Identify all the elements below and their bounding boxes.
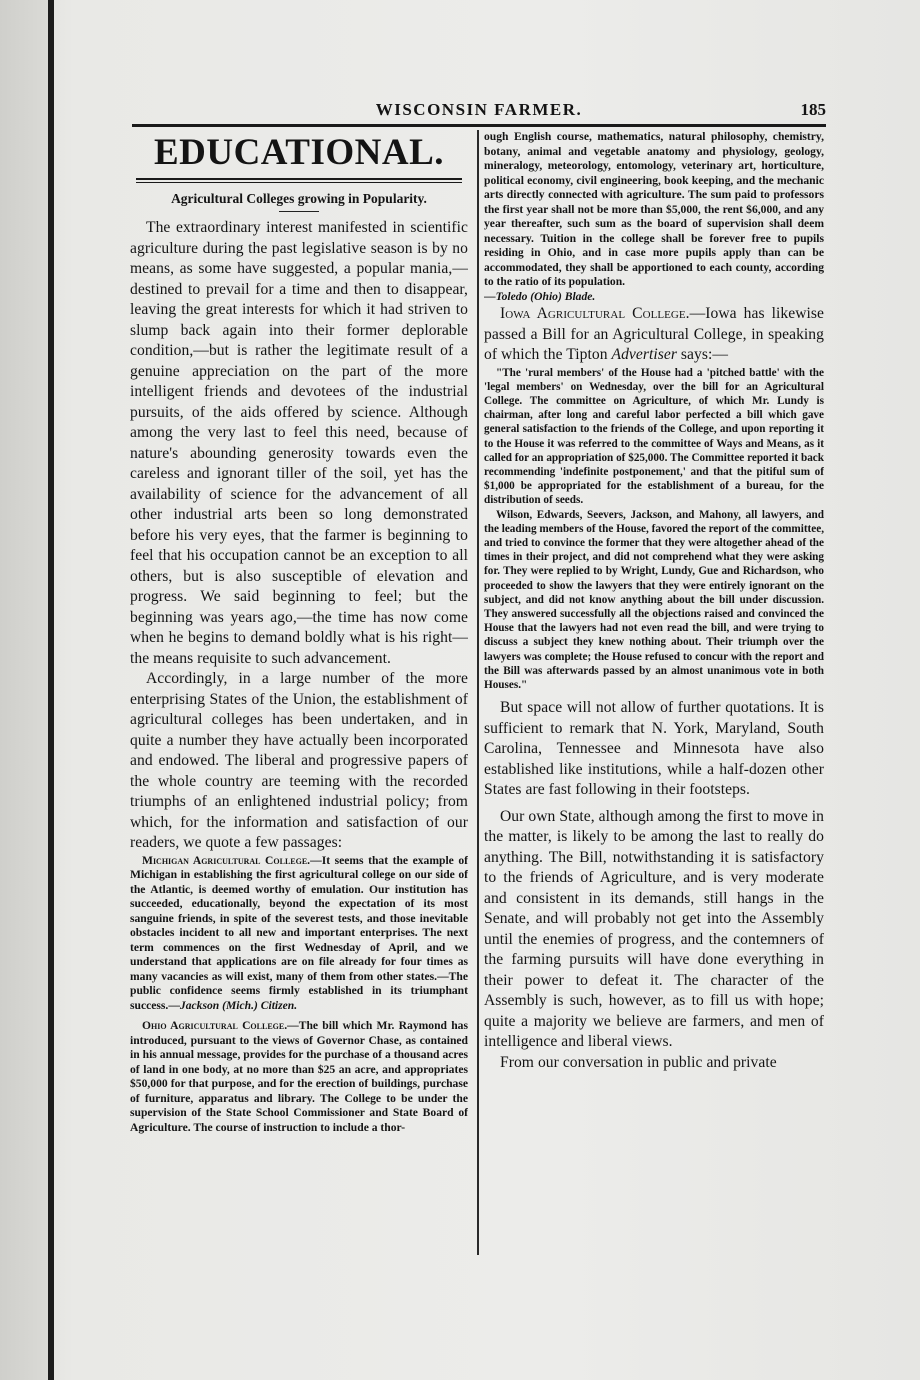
title-rule-thin xyxy=(136,182,462,183)
iowa-quote-1: "The 'rural members' of the House had a 'pitched battle' with the 'legal members' on Wednesday, over the bill for an Agricultural College. The committee on Agriculture, of which Mr. Lundy is chairman, after long and careful labor perfected a bill which gave general satisfaction to the friends of the College, and upon reporting it to the House it was referred to the committee of Ways and Means, as it called for an appropriation of $25,000. The Committee reported it back recommending 'indefinite postponement,' and that the pitiful sum of $1,000 be appropriated for the establishment of a bureau, for the distribution of seeds. xyxy=(484,366,824,507)
paragraph-last: From our conversation in public and private xyxy=(500,1053,777,1071)
paragraph-space: But space will not allow of further quotations. It is sufficient to remark that N. York, Maryland, South Carolina, Tennessee and Minnesota have also established like institutions, while a half-dozen other States are fast following in their footsteps. xyxy=(484,699,824,799)
right-column xyxy=(484,130,824,1255)
michigan-heading: Michigan Agricultural College. xyxy=(142,853,311,867)
iowa-item xyxy=(484,304,824,366)
iowa-quote-2: Wilson, Edwards, Seevers, Jackson, and Mahony, all lawyers, and the leading members of the House, favored the report of the committee, and tried to convince the former that they were altogether ahead of the times in their project, and did not comprehend what they were asking for. They were replied to by Wright, Lundy, Gue and Richardson, who proceeded to show the lawyers that they were entirely ignorant on the subject, and did not know anything about the bill under discussion. They answered successfully all the objections raised and convinced the House that the lawyers had not even read the bill, and were trying to discuss a subject they knew nothing about. Their triumph over the lawyers was complete; the House refused to concur with the report and the Bill was afterwards passed by an almost unanimous vote in both Houses." xyxy=(484,508,824,691)
binding-shadow xyxy=(0,0,48,1380)
ohio-heading: Ohio Agricultural College. xyxy=(142,1019,288,1032)
ohio-text: —The bill which Mr. Raymond has introduced, pursuant to the views of Governor Chase, as contained in his annual message, provides for the purchase of a thousand acres of land in one body, at no more than $25 an acre, and appropriates $50,000 for that purpose, and for the erection of buildings, purchase of furniture, apparatus and library. The College to be under the supervision of the State School Commissioner and State Board of Agriculture. The course of instruction to include a thor- xyxy=(130,1019,468,1134)
paragraph-accordingly: Accordingly, in a large number of the more enterprising States of the Union, the establishment of agricultural colleges has been undertaken, and in quite a number they have actually been incorporated and endowed. The liberal and progressive papers of the whole country are teeming with the recorded triumphs of an enlightened industrial policy; from which, for the information and satisfaction of our readers, we quote a few passages: xyxy=(130,670,468,851)
ohio-item xyxy=(130,1019,468,1135)
michigan-item xyxy=(130,854,468,1014)
iowa-says: says:— xyxy=(676,346,728,363)
left-column xyxy=(130,130,468,1255)
paragraph-intro: The extraordinary interest manifested in scientific agriculture during the past legislative season is by no means, as some have suggested, a popular mania,—destined to prevail for a time and then to disappear, leaving the great interests for which it had striven to slump back again into their former deplorable condition,—but is rather the legitimate result of a genuine appreciation on the part of the more intelligent friends and devotees of the industrial pursuits, of the aids offered by science. Although among the very last to feel this need, because of nature's abounding generosity towards even the careless and ignorant tiller of the soil, yet has the availability of science for the advancement of all other industrial arts been so long demonstrated before his very eyes, that the farmer is beginning to feel that his occupation cannot be an exception to all others, but is also susceptible of elevation and progress. We said beginning to feel; but the beginning was years ago,—the time has now come when he begins to demand boldly what is his right—the means requisite to such advancement. xyxy=(130,219,468,667)
title-rule xyxy=(136,178,462,180)
paragraph-our-state: Our own State, although among the first to move in the matter, is likely to be among the last to really do anything. The Bill, notwithstanding it is satisfactory to the friends of Agriculture, and is very moderate and consistent in its demands, still hangs in the Senate, and will probably not get into the Assembly until the enemies of progress, and the contemners of the farming pursuits will have done everything in their power to defeat it. The character of the Assembly is such, however, as to fill us with hope; quite a majority we believe are farmers, and men of intelligence and liberal views. xyxy=(484,807,824,1051)
short-rule xyxy=(279,211,319,212)
ohio-cont-text: ough English course, mathematics, natural philosophy, chemistry, botany, animal and vegetable anatomy and physiology, geology, mineralogy, meteorology, entomology, veterinary art, horticulture, political economy, civil engineering, book keeping, and the mechanic arts directly connected with agriculture. The sum paid to professors the first year shall not be more than $5,000, the rent $6,000, and any year thereafter, such sum as the board of supervision shall deem necessary. Tuition in the college shall be forever free to pupils residing in Ohio, and in case more pupils apply than can be accommodated, they shall be apportioned to each county, according to the ratio of its population. xyxy=(484,130,824,288)
page-header xyxy=(132,100,826,122)
iowa-paper: Advertiser xyxy=(611,346,677,363)
section-title: EDUCATIONAL. xyxy=(153,132,445,173)
michigan-source: Jackson (Mich.) Citizen. xyxy=(179,998,298,1012)
ohio-source: —Toledo (Ohio) Blade. xyxy=(484,289,596,303)
page-number: 185 xyxy=(800,100,826,119)
running-head: WISCONSIN FARMER. xyxy=(375,100,583,119)
ohio-source-line xyxy=(484,290,824,305)
michigan-text: —It seems that the example of Michigan in establishing the first agricultural college on our side of the Atlantic, is deemed worthy of emulation. Our institution has succeeded, educationally, beyond the expectation of its most sanguine friends, in spite of the severest tests, and those inevitable obstacles incident to all new and important enterprises. The next term commences on the first Wednesday of April, and we understand that applications are on file already for four times as many vacancies as will exist, many of them from other states.—The public confidence seems firmly established in its triumphant success.— xyxy=(130,853,468,1012)
iowa-heading: Iowa Agricultural College. xyxy=(500,305,690,322)
binding-edge xyxy=(48,0,54,1380)
ohio-continued xyxy=(484,130,824,290)
iowa-text: —Iowa has likewise passed a Bill for an Agricultural College, in speaking of which the Tipton xyxy=(484,305,824,363)
header-rule xyxy=(132,124,826,127)
article-subhead: Agricultural Colleges growing in Popularity. xyxy=(171,191,427,206)
column-divider xyxy=(477,130,479,1255)
